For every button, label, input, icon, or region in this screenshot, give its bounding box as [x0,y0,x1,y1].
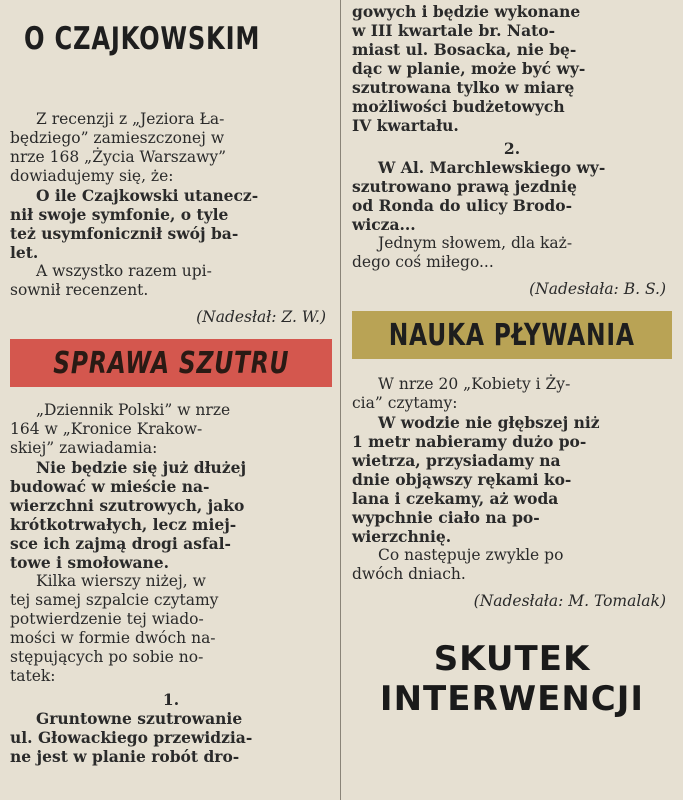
plywania-line: dnie objąwszy rękami ko- [352,470,572,489]
szutru-line: Gruntowne szutrowanie [36,709,243,728]
plywania-line: cia” czytamy: [352,394,458,412]
szutru-line: gowych i będzie wykonane [352,2,581,21]
szutru-line: wicza... [352,215,416,234]
szutru-line: W Al. Marchlewskiego wy- [378,158,606,177]
szutru-line: skiej” zawiadamia: [10,439,158,457]
plywania-banner [352,311,672,359]
czajkowski-line: nił swoje symfonie, o tyle [10,205,229,224]
czajkowski-line: let. [10,243,39,262]
szutru-line: dąc w planie, może być wy- [352,59,586,78]
plywania-title: NAUKA PŁYWANIA [388,317,636,353]
column-divider [340,0,341,800]
szutru-line: wierzchni szutrowych, jako [10,496,245,515]
right-column [352,0,672,719]
szutru-line: Nie będzie się już dłużej [36,458,247,477]
szutru-line: od Ronda do ulicy Brodo- [352,196,573,215]
plywania-line: W nrze 20 „Kobiety i Ży- [378,375,571,393]
czajkowski-line: sownił recenzent. [10,281,149,299]
szutru-line: szutrowano prawą jezdnię [352,177,577,196]
szutru-line: tej samej szpalcie czytamy [10,591,219,609]
szutru-line: miast ul. Bosacka, nie bę- [352,40,577,59]
czajkowski-title: O CZAJKOWSKIM [24,21,261,57]
szutru-line: tatek: [10,667,56,685]
plywania-line: Co następuje zwykle po [378,546,564,564]
plywania-line: wierzchnię. [352,527,452,546]
skutek-line-2: INTERWENCJI [379,679,645,719]
szutru-line: budować w mieście na- [10,477,210,496]
szutru-line: szutrowana tylko w miarę [352,78,575,97]
szutru-line: dego coś miłego... [352,253,494,271]
szutru-banner [10,339,332,387]
czajkowski-line: będziego” zamieszczonej w [10,129,225,147]
szutru-line: sce ich zajmą drogi asfal- [10,534,231,553]
szutru-line: ne jest w planie robót dro- [10,747,240,766]
szutru-number-2: 2. [503,139,521,158]
plywania-signature: (Nadesłała: M. Tomalak) [473,592,666,610]
szutru-line: Kilka wierszy niżej, w [36,572,206,590]
szutru-line: w III kwartale br. Nato- [352,21,556,40]
szutru-line: potwierdzenie tej wiado- [10,610,204,628]
szutru-line: „Dziennik Polski” w nrze [36,401,231,419]
szutru-line: towe i smołowane. [10,553,170,572]
czajkowski-line: dowiadujemy się, że: [10,167,174,185]
czajkowski-line: Z recenzji z „Jeziora Ła- [36,110,225,128]
szutru-line: możliwości budżetowych [352,97,565,116]
szutru-number-1: 1. [162,690,180,709]
szutru-line: stępujących po sobie no- [10,648,204,666]
skutek-headline [352,639,672,719]
plywania-line: wietrza, przysiadamy na [352,451,561,470]
plywania-line: dwóch dniach. [352,565,466,583]
plywania-line: 1 metr nabieramy dużo po- [352,432,587,451]
czajkowski-line: O ile Czajkowski utanecz- [36,186,259,205]
czajkowski-signature: (Nadesłał: Z. W.) [196,308,326,326]
szutru-signature: (Nadesłała: B. S.) [529,280,666,298]
czajkowski-line: też usymfonicznił swój ba- [10,224,239,243]
czajkowski-line: A wszystko razem upi- [36,262,212,280]
plywania-line: W wodzie nie głębszej niż [378,413,600,432]
szutru-line: Jednym słowem, dla każ- [378,234,573,252]
plywania-line: wypchnie ciało na po- [352,508,540,527]
szutru-line: IV kwartału. [352,116,459,135]
left-column [10,0,332,766]
szutru-line: mości w formie dwóch na- [10,629,216,647]
szutru-line: ul. Głowackiego przewidzia- [10,728,253,747]
skutek-line-1: SKUTEK [433,639,591,679]
plywania-line: lana i czekamy, aż woda [352,489,559,508]
szutru-line: 164 w „Kronice Krakow- [10,420,203,438]
szutru-title: SPRAWA SZUTRU [52,345,290,381]
czajkowski-line: nrze 168 „Życia Warszawy” [10,148,227,166]
szutru-line: krótkotrwałych, lecz miej- [10,515,237,534]
